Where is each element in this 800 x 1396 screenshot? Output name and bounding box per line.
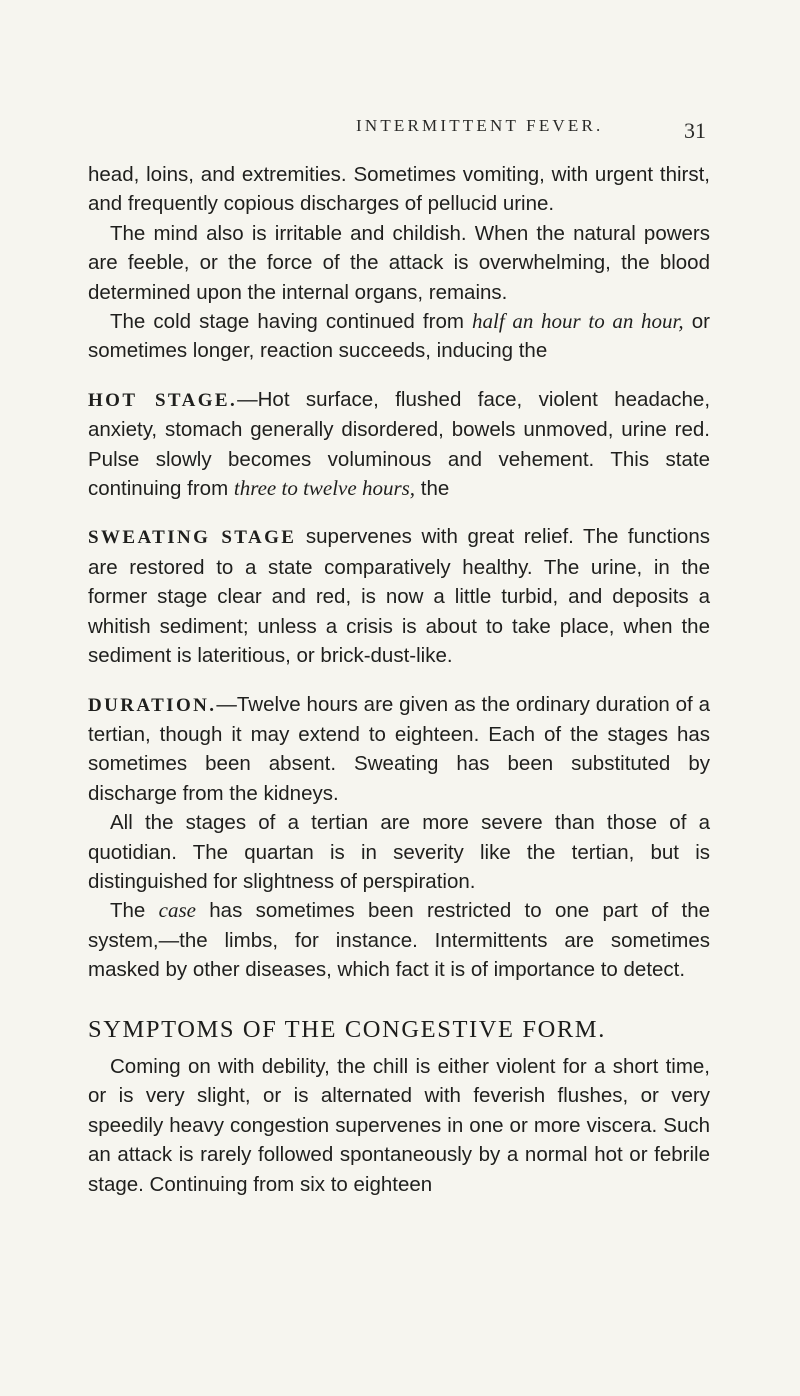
paragraph-severity: All the stages of a tertian are more severe than those of a quotidian. The quartan is in severity like the tertian, but is distinguished for slightness of perspiration. [88, 811, 710, 893]
cold-stage-text-end: or sometimes longer, reaction succeeds, inducing the [88, 310, 710, 363]
paragraph-hot-stage [88, 385, 710, 504]
spacer [88, 503, 710, 522]
cold-stage-duration: half an hour to an hour, [472, 309, 684, 334]
hot-stage-duration: three to twelve hours, [233, 476, 416, 501]
hot-stage-text-end: the [415, 477, 450, 501]
case-text-end: has sometimes been restricted to one part of the system,—the limbs, for instance. Intermittents are sometimes masked by other diseases, which fact it is of importance to detect. [88, 899, 710, 982]
hot-stage-heading: HOT STAGE. [88, 389, 238, 411]
paragraph-continuation: head, loins, and extremities. Sometimes vomiting, with urgent thirst, and frequently copious discharges of pellucid urine. [88, 163, 710, 216]
hot-stage-text: —Hot surface, flushed face, violent headache, anxiety, stomach generally disordered, bowels unmoved, urine red. Pulse slowly becomes voluminous and vehement. This state continuing from [88, 387, 711, 501]
duration-text: —Twelve hours are given as the ordinary duration of a tertian, though it may extend to eighteen. Each of the stages has sometimes been absent. Sweating has been substituted by discharge from the kidneys. [88, 692, 710, 805]
paragraph-cold-stage [88, 307, 710, 366]
cold-stage-text: The cold stage having continued from [110, 310, 473, 334]
running-head [0, 116, 800, 146]
body-text [88, 160, 710, 1199]
running-title: INTERMITTENT FEVER. [356, 116, 604, 135]
sweating-stage-text: supervenes with great relief. The functions are restored to a state comparatively healthy. The urine, in the former stage clear and red, is now a little turbid, and deposits a whitish sediment; unless a crisis is about to take place, when the sediment is lateritious, or brick-dust-like. [88, 525, 710, 668]
sweating-stage-heading: SWEATING STAGE [88, 527, 297, 549]
case-italic: case [158, 898, 196, 923]
section-heading: SYMPTOMS OF THE CONGESTIVE FORM. [88, 1015, 606, 1043]
page-number: 31 [684, 118, 706, 143]
paragraph-case [88, 896, 710, 984]
spacer [88, 366, 710, 385]
case-text: The [110, 899, 159, 923]
paragraph-congestive: Coming on with debility, the chill is either violent for a short time, or is very slight, or is alternated with feverish flushes, or very speedily heavy congestion supervenes in one or more viscera. Such an attack is rarely followed spontaneously by a normal hot or febrile stage. Continuing from six to eighteen [88, 1054, 710, 1196]
paragraph-duration [88, 690, 710, 809]
spacer [88, 671, 710, 690]
paragraph-mind: The mind also is irritable and childish. When the natural powers are feeble, or the force of the attack is overwhelming, the blood determined upon the internal organs, remains. [88, 221, 710, 304]
paragraph-sweating-stage [88, 522, 710, 670]
duration-heading: DURATION. [88, 694, 217, 716]
